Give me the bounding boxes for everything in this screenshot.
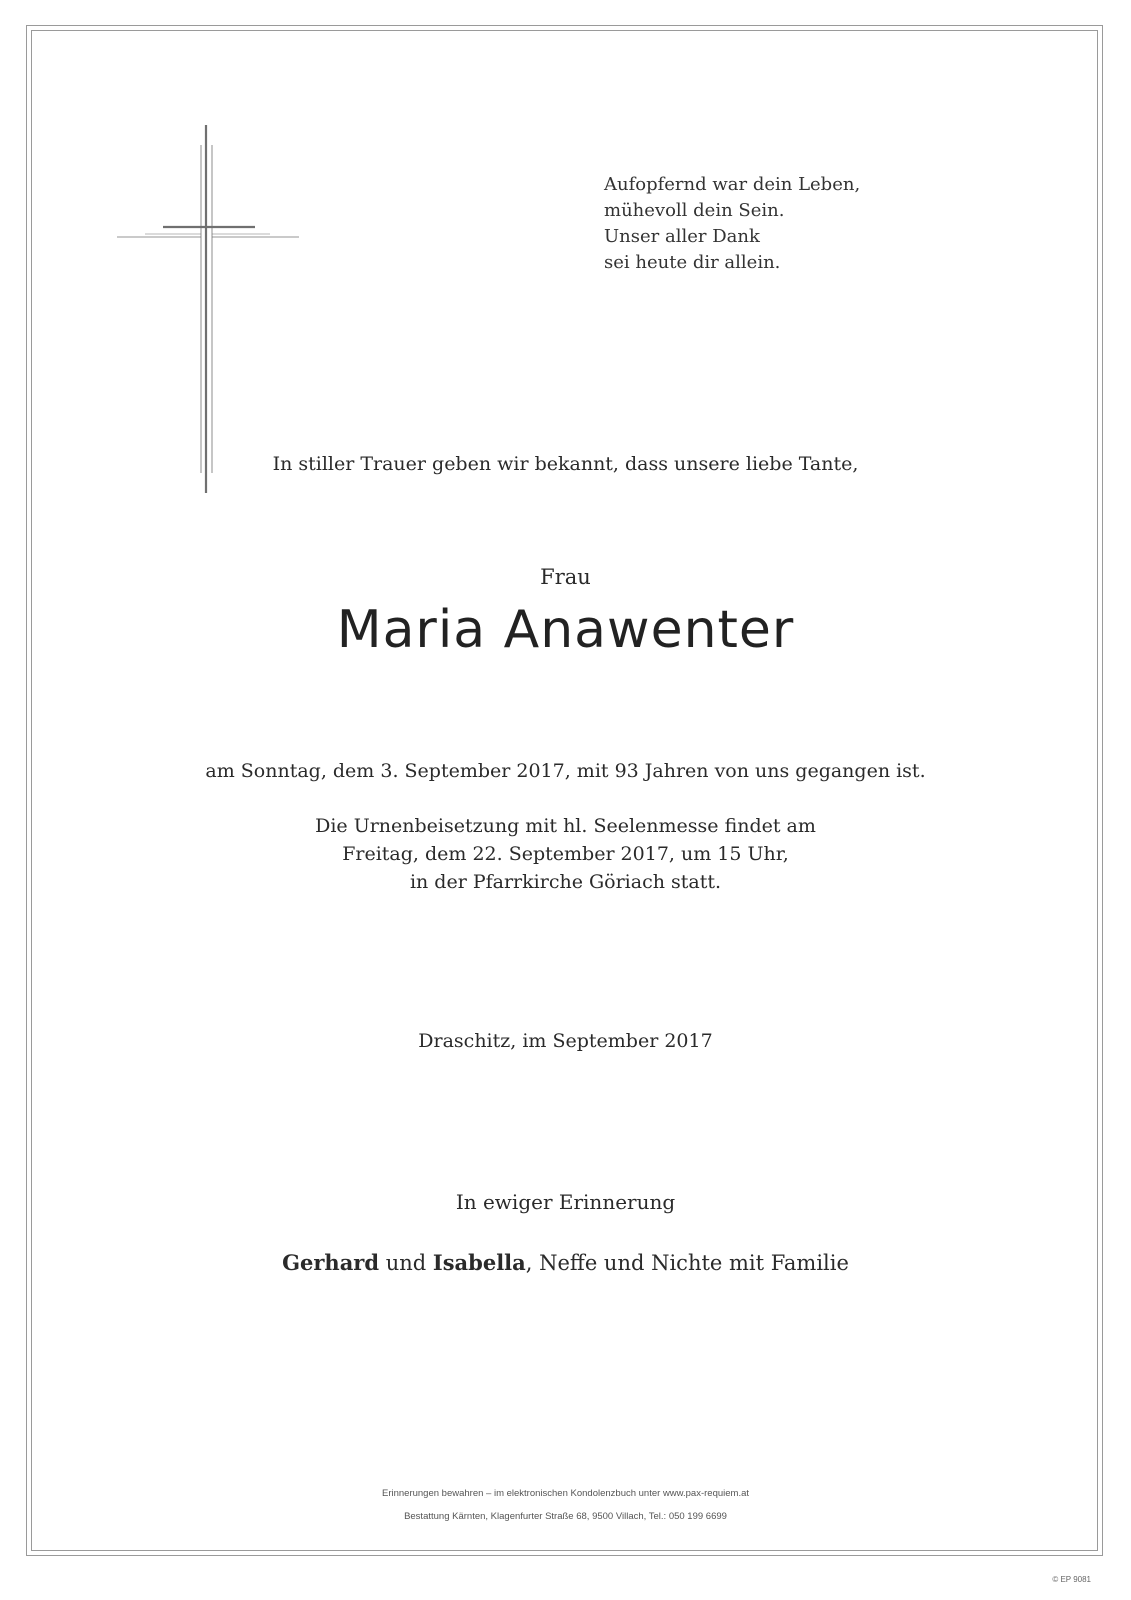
death-line: am Sonntag, dem 3. September 2017, mit 93 Jahren von uns gegangen ist.	[205, 760, 926, 782]
family-connector: und	[379, 1251, 433, 1275]
poem-line: Aufopfernd war dein Leben,	[604, 174, 861, 195]
salutation: Frau	[540, 565, 591, 589]
announcement: In stiller Trauer geben wir bekannt, dass unsere liebe Tante,	[272, 453, 859, 475]
service-line: Die Urnenbeisetzung mit hl. Seelenmesse findet am	[315, 815, 816, 837]
poem	[604, 172, 860, 276]
service-info	[0, 812, 1131, 896]
footer-line-1: Erinnerungen bewahren – im elektronischen Kondolenzbuch unter www.pax-requiem.at	[381, 1488, 750, 1499]
family-rest: , Neffe und Nichte mit Familie	[525, 1251, 849, 1275]
deceased-name: Maria Anawenter	[336, 600, 795, 660]
memory-line: In ewiger Erinnerung	[455, 1190, 676, 1214]
service-line: Freitag, dem 22. September 2017, um 15 Uhr,	[342, 843, 789, 865]
family-name-1: Gerhard	[282, 1250, 380, 1275]
cross-icon	[115, 125, 305, 505]
poem-line: Unser aller Dank	[604, 226, 760, 247]
product-code: © EP 9081	[1052, 1575, 1091, 1584]
poem-line: sei heute dir allein.	[604, 252, 781, 273]
poem-line: mühevoll dein Sein.	[604, 200, 785, 221]
footer-line-2: Bestattung Kärnten, Klagenfurter Straße 68, 9500 Villach, Tel.: 050 199 6699	[404, 1511, 727, 1522]
family-name-2: Isabella	[432, 1250, 526, 1275]
place-date: Draschitz, im September 2017	[418, 1030, 713, 1052]
family-line	[0, 1250, 1131, 1275]
service-line: in der Pfarrkirche Göriach statt.	[409, 871, 722, 893]
